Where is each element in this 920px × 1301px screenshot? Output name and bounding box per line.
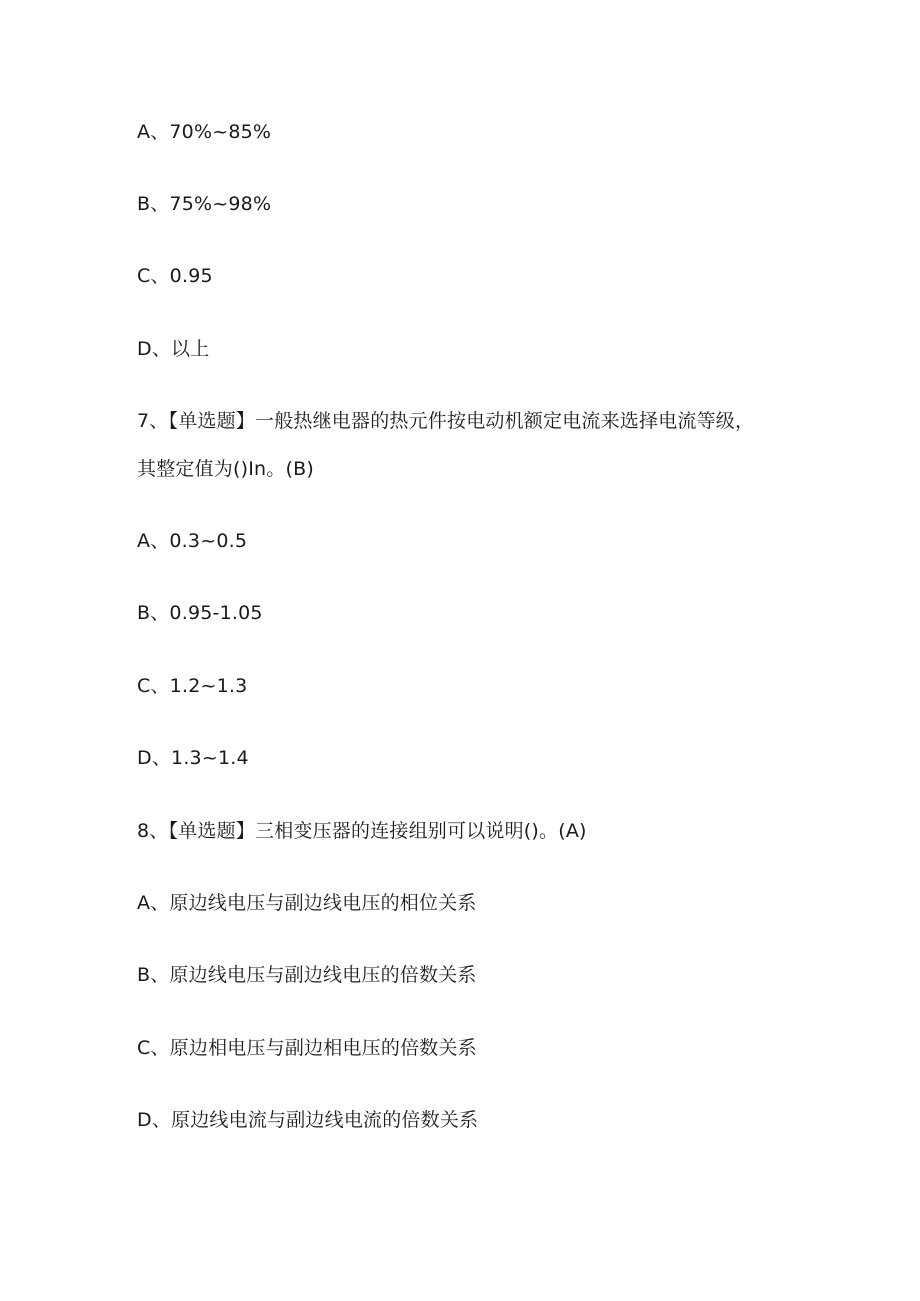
question-7-option-b: B、0.95-1.05 xyxy=(137,602,263,624)
question-7-option-d: D、1.3~1.4 xyxy=(137,747,249,769)
option-b: B、75%~98% xyxy=(137,193,272,215)
question-8-option-d: D、原边线电流与副边线电流的倍数关系 xyxy=(137,1109,479,1131)
question-7-option-a: A、0.3~0.5 xyxy=(137,530,248,552)
question-8-option-c: C、原边相电压与副边相电压的倍数关系 xyxy=(137,1037,477,1059)
question-8-stem: 8、【单选题】三相变压器的连接组别可以说明()。(A) xyxy=(137,820,587,842)
question-7-stem: 7、【单选题】一般热继电器的热元件按电动机额定电流来选择电流等级，其整定值为()In。(B) xyxy=(137,410,755,480)
option-c: C、0.95 xyxy=(137,265,213,287)
question-8-option-a: A、原边线电压与副边线电压的相位关系 xyxy=(137,892,477,914)
option-a: A、70%~85% xyxy=(137,121,272,143)
question-8-option-b: B、原边线电压与副边线电压的倍数关系 xyxy=(137,964,477,986)
question-7-option-c: C、1.2~1.3 xyxy=(137,675,248,697)
option-d: D、以上 xyxy=(137,338,210,360)
